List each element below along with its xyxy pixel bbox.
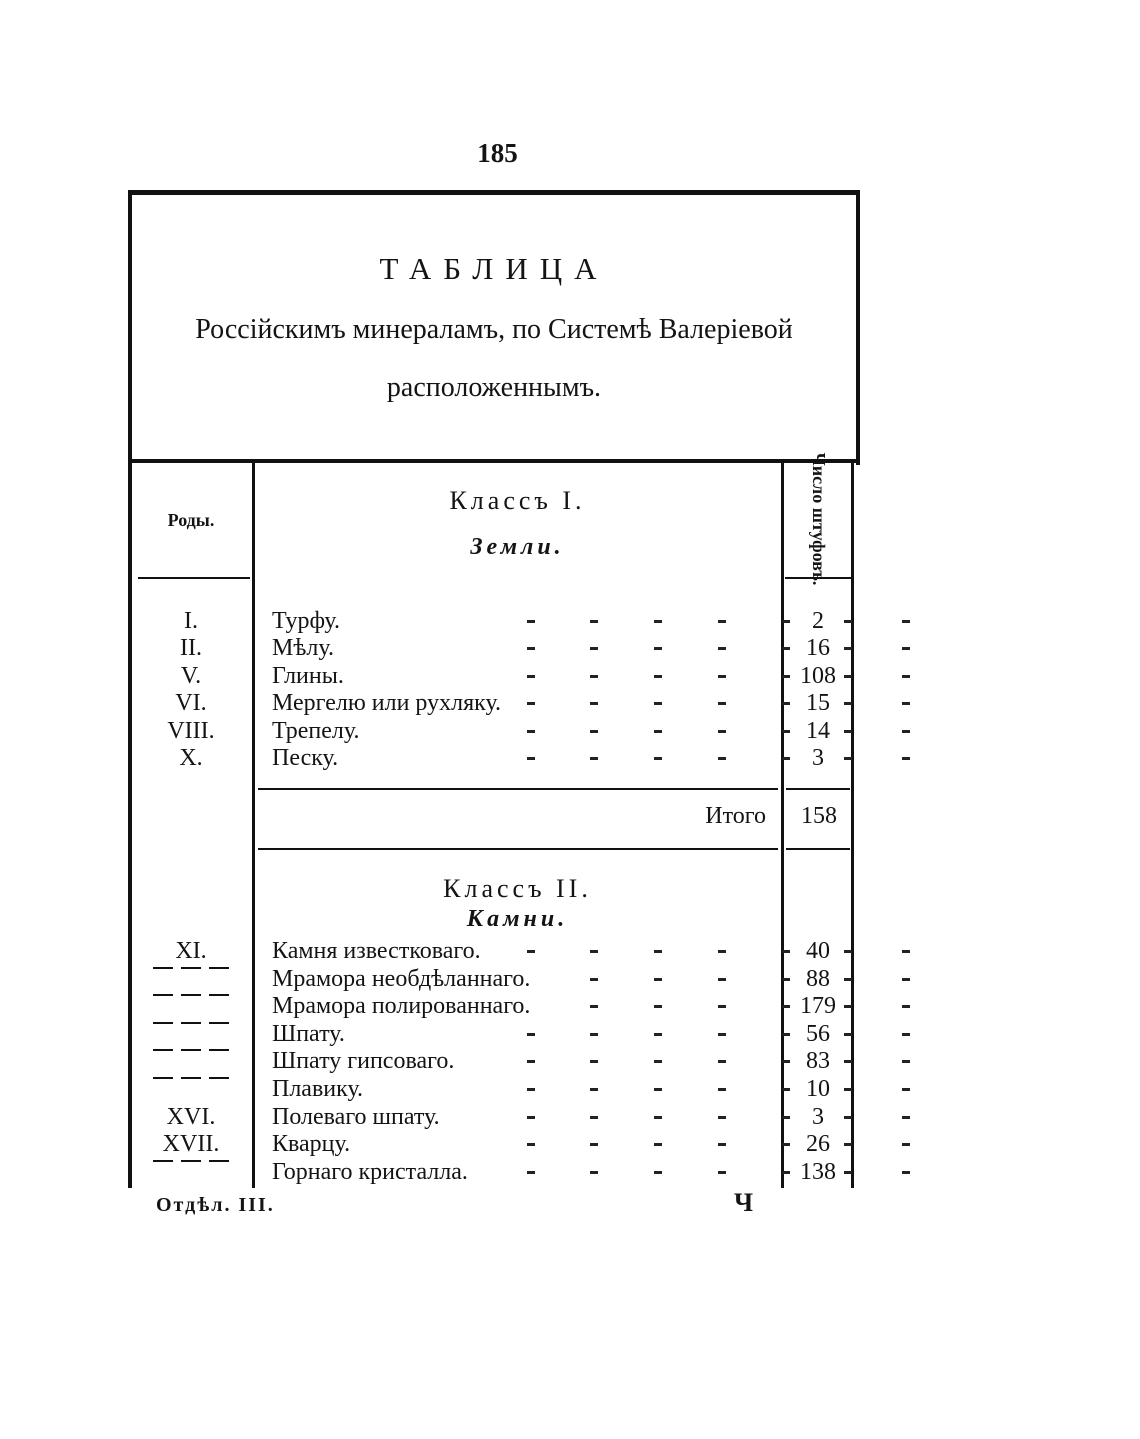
row-genus: XVI. — [166, 1103, 216, 1130]
row-genus — [132, 1075, 250, 1103]
leader-dash — [844, 1060, 852, 1063]
row-mineral-name: Горнаго кристалла. — [272, 1158, 468, 1185]
row-count: 108 — [800, 662, 836, 689]
total-rule-top-count — [786, 788, 850, 790]
leader-dash — [590, 647, 598, 650]
leader-dash — [782, 1005, 790, 1008]
leader-dash — [590, 950, 598, 953]
row-count: 26 — [806, 1131, 830, 1158]
row-genus: XI. — [175, 938, 207, 964]
leader-dash — [590, 978, 598, 981]
leader-dash — [590, 1088, 598, 1091]
leader-dash — [590, 730, 598, 733]
table-row — [132, 1130, 854, 1158]
leader-dash — [902, 1005, 910, 1008]
column-header-count-label: Число штуфовъ. — [809, 452, 829, 586]
row-count: 16 — [806, 635, 830, 662]
table-title: ТАБЛИЦА — [379, 251, 609, 286]
leader-dash — [718, 647, 726, 650]
leader-dash — [782, 978, 790, 981]
table-row — [132, 937, 854, 965]
row-mineral-name: Глины. — [272, 662, 344, 689]
row-genus: I. — [184, 608, 198, 634]
row-genus — [132, 992, 250, 1020]
leader-dash — [654, 1005, 662, 1008]
class1-subtitle: Земли. — [470, 534, 565, 560]
leader-dash — [844, 1088, 852, 1091]
leader-dash — [902, 1116, 910, 1119]
leader-dash — [844, 675, 852, 678]
leader-dash — [782, 1088, 790, 1091]
leader-dash — [844, 1171, 852, 1174]
leader-dash — [902, 950, 910, 953]
leader-dash — [654, 1060, 662, 1063]
table-subtitle-line2: расположеннымъ. — [386, 372, 602, 403]
leader-dash — [902, 978, 910, 981]
table-row — [132, 607, 854, 635]
leader-dash — [782, 1171, 790, 1174]
column-header-count — [788, 452, 850, 586]
leader-dash — [844, 647, 852, 650]
row-mineral-name: Шпату гипсоваго. — [272, 1048, 455, 1075]
leader-dash — [718, 978, 726, 981]
leader-dash — [844, 730, 852, 733]
leader-dash — [590, 1033, 598, 1036]
leader-dash — [527, 1060, 535, 1063]
leader-dash — [782, 1116, 790, 1119]
row-genus — [132, 1047, 250, 1075]
class1-total-label: Итого — [705, 803, 766, 829]
table-row — [132, 1020, 854, 1048]
table-row — [132, 992, 854, 1020]
leader-dash — [527, 675, 535, 678]
table-row — [132, 1075, 854, 1103]
row-count: 14 — [806, 717, 830, 744]
leader-dash — [527, 1088, 535, 1091]
row-genus: XVII. — [162, 1131, 220, 1158]
leader-dash — [902, 647, 910, 650]
row-mineral-name: Мрамора необдѣланнаго. — [272, 965, 531, 992]
leader-dash — [654, 1116, 662, 1119]
ditto-mark — [153, 1049, 229, 1051]
leader-dash — [718, 1088, 726, 1091]
leader-dash — [782, 950, 790, 953]
leader-dash — [718, 730, 726, 733]
row-mineral-name: Шпату. — [272, 1020, 345, 1047]
table-row — [132, 634, 854, 662]
leader-dash — [782, 675, 790, 678]
leader-dash — [902, 675, 910, 678]
class1-title: Классъ I. — [449, 486, 586, 515]
page-number: 185 — [477, 138, 518, 168]
header-rule — [128, 459, 858, 463]
leader-dash — [654, 620, 662, 623]
row-mineral-name: Камня известковаго. — [272, 938, 481, 964]
leader-dash — [527, 1033, 535, 1036]
leader-dash — [654, 978, 662, 981]
table-row — [132, 662, 854, 690]
leader-dash — [590, 675, 598, 678]
total-rule-top — [258, 788, 778, 790]
table-row — [132, 1103, 854, 1131]
leader-dash — [844, 950, 852, 953]
leader-dash — [902, 1088, 910, 1091]
leader-dash — [527, 730, 535, 733]
leader-dash — [844, 1143, 852, 1146]
leader-dash — [590, 1116, 598, 1119]
leader-dash — [654, 1088, 662, 1091]
row-mineral-name: Плавику. — [272, 1076, 364, 1102]
ditto-mark — [153, 994, 229, 996]
table-row — [132, 1047, 854, 1075]
ditto-mark — [153, 967, 229, 969]
table-row — [132, 717, 854, 745]
row-count: 138 — [800, 1158, 836, 1185]
leader-dash — [782, 757, 790, 760]
leader-dash — [902, 1143, 910, 1146]
leader-dash — [527, 1171, 535, 1174]
ditto-mark — [153, 1077, 229, 1079]
leader-dash — [527, 757, 535, 760]
leader-dash — [654, 675, 662, 678]
row-mineral-name: Трепелу. — [272, 717, 360, 744]
leader-dash — [844, 1033, 852, 1036]
row-genus: VI. — [175, 690, 207, 717]
leader-dash — [902, 757, 910, 760]
leader-dash — [718, 620, 726, 623]
row-count: 10 — [806, 1076, 830, 1102]
leader-dash — [844, 1116, 852, 1119]
row-mineral-name: Мѣлу. — [272, 635, 334, 662]
row-count: 15 — [806, 690, 830, 717]
leader-dash — [590, 1143, 598, 1146]
leader-dash — [782, 1033, 790, 1036]
leader-dash — [844, 757, 852, 760]
leader-dash — [902, 620, 910, 623]
ditto-mark — [153, 1160, 229, 1162]
row-genus — [132, 1158, 250, 1186]
leader-dash — [782, 730, 790, 733]
row-genus: II. — [180, 635, 202, 662]
leader-dash — [654, 950, 662, 953]
row-count: 3 — [812, 1103, 824, 1130]
leader-dash — [590, 620, 598, 623]
leader-dash — [718, 757, 726, 760]
column-header-genus: Роды. — [167, 510, 215, 530]
total-rule-bottom — [258, 848, 778, 850]
class2-subtitle: Камни. — [466, 906, 569, 932]
row-genus — [132, 1020, 250, 1048]
leader-dash — [590, 1005, 598, 1008]
leader-dash — [782, 702, 790, 705]
leader-dash — [527, 1116, 535, 1119]
row-count: 56 — [806, 1020, 830, 1047]
row-mineral-name: Песку. — [272, 745, 339, 771]
row-count: 179 — [800, 993, 836, 1020]
leader-dash — [527, 950, 535, 953]
table-frame-top — [128, 190, 860, 195]
leader-dash — [782, 1060, 790, 1063]
table-row — [132, 689, 854, 717]
leader-dash — [654, 757, 662, 760]
leader-dash — [718, 1005, 726, 1008]
leader-dash — [844, 1005, 852, 1008]
leader-dash — [718, 1033, 726, 1036]
leader-dash — [902, 1171, 910, 1174]
leader-dash — [844, 620, 852, 623]
row-mineral-name: Полеваго шпату. — [272, 1103, 440, 1130]
leader-dash — [844, 702, 852, 705]
row-mineral-name: Кварцу. — [272, 1131, 351, 1158]
leader-dash — [654, 1143, 662, 1146]
table-row — [132, 965, 854, 993]
row-count: 2 — [812, 608, 824, 634]
genus-header-rule — [138, 577, 250, 579]
row-count: 83 — [806, 1048, 830, 1075]
leader-dash — [718, 1143, 726, 1146]
leader-dash — [902, 730, 910, 733]
leader-dash — [654, 1033, 662, 1036]
leader-dash — [590, 1171, 598, 1174]
leader-dash — [527, 702, 535, 705]
leader-dash — [902, 702, 910, 705]
leader-dash — [527, 620, 535, 623]
leader-dash — [782, 1143, 790, 1146]
leader-dash — [590, 702, 598, 705]
leader-dash — [718, 702, 726, 705]
leader-dash — [590, 1060, 598, 1063]
leader-dash — [654, 1171, 662, 1174]
leader-dash — [590, 757, 598, 760]
total-rule-bottom-count — [786, 848, 850, 850]
leader-dash — [718, 1116, 726, 1119]
leader-dash — [844, 978, 852, 981]
leader-dash — [718, 1060, 726, 1063]
row-count: 3 — [812, 745, 824, 771]
row-genus: V. — [180, 662, 202, 689]
row-mineral-name: Турфу. — [272, 608, 341, 634]
leader-dash — [718, 950, 726, 953]
leader-dash — [654, 730, 662, 733]
footer-signature-mark: Ч — [734, 1188, 754, 1217]
class1-total-value: 158 — [801, 803, 837, 829]
row-mineral-name: Мергелю или рухляку. — [272, 690, 502, 717]
ditto-mark — [153, 1022, 229, 1024]
table-row — [132, 744, 854, 772]
footer-section-mark: Отдѣл. III. — [156, 1194, 275, 1216]
leader-dash — [782, 647, 790, 650]
row-genus — [132, 965, 250, 993]
table-row — [132, 1158, 854, 1186]
leader-dash — [527, 647, 535, 650]
leader-dash — [527, 1143, 535, 1146]
leader-dash — [902, 1033, 910, 1036]
leader-dash — [718, 675, 726, 678]
row-count: 40 — [806, 938, 830, 964]
row-genus: X. — [179, 745, 203, 771]
leader-dash — [718, 1171, 726, 1174]
row-genus: VIII. — [167, 717, 215, 744]
table-frame-right — [856, 190, 860, 465]
row-count: 88 — [806, 965, 830, 992]
table-subtitle-line1: Россійскимъ минераламъ, по Системѣ Валеріевой — [195, 314, 793, 345]
leader-dash — [654, 647, 662, 650]
leader-dash — [902, 1060, 910, 1063]
class2-title: Классъ II. — [443, 874, 592, 903]
leader-dash — [782, 620, 790, 623]
row-mineral-name: Мрамора полированнаго. — [272, 993, 531, 1020]
leader-dash — [654, 702, 662, 705]
